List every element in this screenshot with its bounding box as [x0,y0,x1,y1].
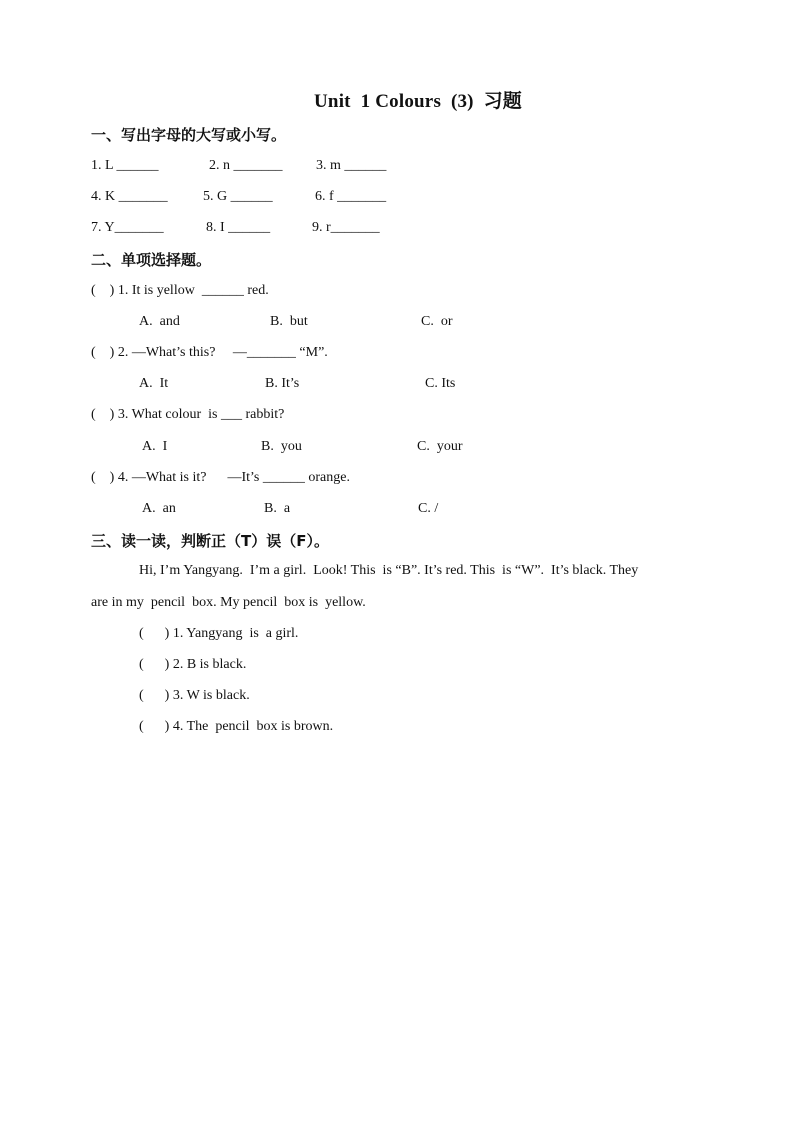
letter-item: 6. f _______ [315,189,387,204]
letter-item: 9. r_______ [312,220,380,235]
judgment-statement: ( ) 3. W is black. [139,688,250,703]
option-b: B. a [264,501,291,516]
option-a: A. and [139,314,180,329]
judgment-statement: ( ) 1. Yangyang is a girl. [139,626,299,641]
letter-item: 1. L ______ [91,158,159,173]
letter-item: 7. Y_______ [91,220,164,235]
section-3-heading: 三、读一读，判断正（T）误（F）。 [91,532,329,550]
option-a: A. It [139,376,169,391]
letter-item: 8. I ______ [206,220,271,235]
passage-line-1: Hi, I’m Yangyang. I’m a girl. Look! This is “B”. It’s red. This is “W”. It’s black. They [139,563,639,578]
option-c: C. your [417,439,463,454]
letter-item: 4. K _______ [91,189,168,204]
letter-item: 2. n _______ [209,158,283,173]
section-1-heading: 一、写出字母的大写或小写。 [91,126,287,144]
option-c: C. / [418,501,439,516]
section-2-heading: 二、单项选择题。 [91,251,212,269]
letter-item: 5. G ______ [203,189,273,204]
option-a: A. an [142,501,176,516]
judgment-statement: ( ) 4. The pencil box is brown. [139,719,334,734]
question-stem: ( ) 4. —What is it? —It’s ______ orange. [91,470,350,485]
option-b: B. It’s [265,376,300,391]
letter-item: 3. m ______ [316,158,387,173]
question-stem: ( ) 2. —What’s this? —_______ “M”. [91,345,328,360]
judgment-statement: ( ) 2. B is black. [139,657,247,672]
option-b: B. but [270,314,308,329]
passage-line-2: are in my pencil box. My pencil box is yellow. [91,595,366,610]
question-stem: ( ) 1. It is yellow ______ red. [91,283,269,298]
option-c: C. Its [425,376,456,391]
question-stem: ( ) 3. What colour is ___ rabbit? [91,407,285,422]
option-a: A. I [142,439,168,454]
option-c: C. or [421,314,453,329]
option-b: B. you [261,439,302,454]
page-title: Unit 1 Colours (3) 习题 [314,91,522,112]
